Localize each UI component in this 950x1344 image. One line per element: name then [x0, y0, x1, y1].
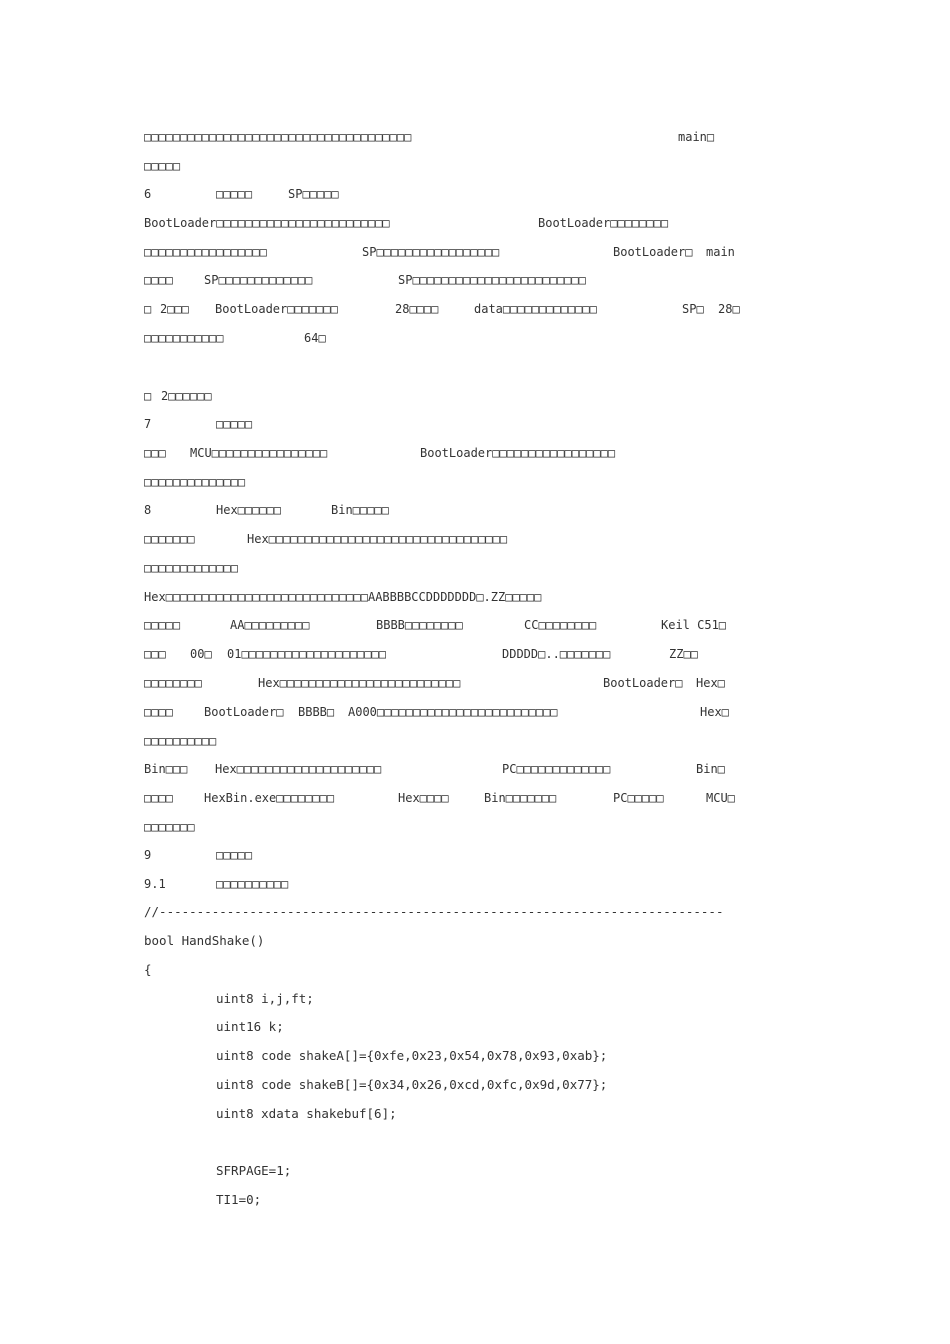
code-line: uint16 k;: [216, 1019, 284, 1034]
text-segment: BootLoader□: [613, 245, 693, 259]
text-segment: □□□□□□□□□□□□□□□□□□□□□□□□□□□□□□□□□□□□□: [144, 130, 412, 144]
code-line: uint8 xdata shakebuf[6];: [216, 1106, 397, 1121]
text-segment: ZZ□□: [669, 647, 698, 661]
text-line-22: [0, 762, 725, 776]
text-line-21: [0, 734, 217, 748]
text-segment: AA□□□□□□□□□: [230, 618, 310, 632]
text-segment: □□□□□□□: [144, 532, 195, 546]
text-segment: □□□□□□□□□□□□□□□□□: [144, 245, 267, 259]
code-comment-divider: [0, 904, 724, 919]
code-line: uint8 i,j,ft;: [216, 991, 314, 1006]
text-segment: BootLoader□□□□□□□: [215, 302, 338, 316]
text-segment: BootLoader□□□□□□□□: [538, 216, 669, 230]
text-segment: PC□□□□□: [613, 791, 664, 805]
text-segment: BootLoader□□□□□□□□□□□□□□□□□: [420, 446, 616, 460]
code-line-shakeB: [0, 1077, 608, 1092]
code-function-signature: [0, 933, 265, 948]
text-line-19: [0, 676, 725, 690]
text-segment: Hex□: [696, 676, 725, 690]
text-segment: 2□□□□□□: [161, 389, 212, 403]
code-line-ti1: [0, 1192, 262, 1207]
subsection-heading-9-1: [0, 877, 289, 891]
text-segment: BBBB□□□□□□□□: [376, 618, 463, 632]
text-segment: □□□: [144, 446, 166, 460]
text-segment: □□□□□□□□: [144, 676, 202, 690]
text-line-1: [0, 130, 715, 144]
text-segment: data□□□□□□□□□□□□□: [474, 302, 597, 316]
code-line-shakeA: [0, 1048, 608, 1063]
text-segment: main: [706, 245, 735, 259]
section-heading-8: [0, 503, 389, 517]
text-segment: □□□□□: [144, 618, 181, 632]
section-number: 8: [144, 503, 152, 517]
text-segment: □□□□□□□□□□□□□: [144, 561, 238, 575]
text-segment: □□□□□: [144, 159, 181, 173]
text-segment: Bin□□□□□□□: [484, 791, 557, 805]
text-line-15: [0, 561, 238, 575]
text-line-24: [0, 820, 195, 834]
text-segment: SP□□□□□□□□□□□□□□□□□: [362, 245, 500, 259]
code-line-decl-k: [0, 1019, 284, 1034]
text-segment: □□□□□□□□□□: [144, 734, 217, 748]
text-segment: DDDDD□..□□□□□□□: [502, 647, 611, 661]
text-segment: Hex□□□□□□□□□□□□□□□□□□□□□□□□□: [258, 676, 461, 690]
text-segment: Hex□□□□: [398, 791, 449, 805]
text-segment: 00□: [190, 647, 212, 661]
text-segment: SP□□□□□□□□□□□□□: [204, 273, 313, 287]
text-segment: 28□: [718, 302, 740, 316]
figure-caption: [0, 389, 212, 403]
text-line-14: [0, 532, 508, 546]
text-segment: □: [144, 302, 152, 316]
text-segment: SP□: [682, 302, 704, 316]
text-segment: □□□□: [144, 273, 173, 287]
text-line-18: [0, 647, 698, 661]
text-segment: main□: [678, 130, 715, 144]
text-segment: 64□: [304, 331, 326, 345]
text-segment: Hex□□□□□□□□□□□□□□□□□□□□: [215, 762, 382, 776]
text-segment: □□□□□□□□□□□□□□: [144, 475, 246, 489]
section-heading-6: [0, 187, 339, 201]
text-segment: MCU□□□□□□□□□□□□□□□□: [190, 446, 328, 460]
text-segment: □□□□□□□□□□□: [144, 331, 224, 345]
text-segment: □□□□□: [216, 187, 253, 201]
text-segment: Hex□□□□□□□□□□□□□□□□□□□□□□□□□□□□□□□□□: [247, 532, 508, 546]
text-segment: 01□□□□□□□□□□□□□□□□□□□□: [227, 647, 386, 661]
text-segment: 28□□□□: [395, 302, 439, 316]
section-number: 9.1: [144, 877, 166, 891]
text-segment: BootLoader□: [603, 676, 683, 690]
text-segment: □□□□□: [216, 417, 253, 431]
section-number: 6: [144, 187, 152, 201]
code-line: bool HandShake(): [144, 933, 265, 948]
text-segment: □□□□□: [216, 848, 253, 862]
text-segment: CC□□□□□□□□: [524, 618, 597, 632]
text-line-4: [0, 216, 669, 230]
text-segment: MCU□: [706, 791, 735, 805]
text-segment: □□□□: [144, 791, 173, 805]
text-line-20: [0, 705, 729, 719]
text-line-23: [0, 791, 735, 805]
code-line-sfrpage: [0, 1163, 292, 1178]
text-line-6: [0, 273, 586, 287]
code-line: //---------------------------------------------------------------------------: [144, 904, 724, 919]
text-segment: □□□□□□□: [144, 820, 195, 834]
section-heading-7: [0, 417, 253, 431]
text-line-16: [0, 590, 542, 604]
section-heading-9: [0, 848, 253, 862]
text-segment: Hex□: [700, 705, 729, 719]
text-line-12: [0, 475, 246, 489]
text-line-5: [0, 245, 735, 259]
section-number: 9: [144, 848, 152, 862]
text-segment: SP□□□□□: [288, 187, 339, 201]
text-segment: BBBB□: [298, 705, 335, 719]
text-segment: Hex□□□□□□: [216, 503, 282, 517]
text-segment: Bin□: [696, 762, 725, 776]
text-segment: □□□□: [144, 705, 173, 719]
text-segment: HexBin.exe□□□□□□□□: [204, 791, 335, 805]
text-segment: □□□□□□□□□□: [216, 877, 289, 891]
text-segment: PC□□□□□□□□□□□□□: [502, 762, 611, 776]
text-line-2: [0, 159, 181, 173]
code-line: SFRPAGE=1;: [216, 1163, 292, 1178]
text-segment: Hex□□□□□□□□□□□□□□□□□□□□□□□□□□□□AABBBBCCDDDDDDD□.ZZ□□□□□: [144, 590, 542, 604]
section-number: 7: [144, 417, 152, 431]
text-segment: BootLoader□: [204, 705, 284, 719]
code-line: uint8 code shakeA[]={0xfe,0x23,0x54,0x78,0x93,0xab};: [216, 1048, 608, 1063]
text-line-11: [0, 446, 616, 460]
code-line-decl-ijft: [0, 991, 314, 1006]
code-line-shakebuf: [0, 1106, 397, 1121]
text-segment: BootLoader□□□□□□□□□□□□□□□□□□□□□□□□: [144, 216, 390, 230]
text-segment: Keil C51□: [661, 618, 727, 632]
text-line-17: [0, 618, 727, 632]
text-segment: SP□□□□□□□□□□□□□□□□□□□□□□□□: [398, 273, 586, 287]
text-line-8: [0, 331, 326, 345]
text-segment: Bin□□□: [144, 762, 188, 776]
text-segment: □: [144, 389, 152, 403]
code-line: {: [144, 962, 152, 977]
text-line-7: [0, 302, 740, 316]
code-open-brace: [0, 962, 152, 977]
text-segment: A000□□□□□□□□□□□□□□□□□□□□□□□□□: [348, 705, 558, 719]
text-segment: 2□□□: [160, 302, 189, 316]
text-segment: □□□: [144, 647, 166, 661]
code-line: TI1=0;: [216, 1192, 262, 1207]
code-line: uint8 code shakeB[]={0x34,0x26,0xcd,0xfc,0x9d,0x77};: [216, 1077, 608, 1092]
text-segment: Bin□□□□□: [331, 503, 389, 517]
